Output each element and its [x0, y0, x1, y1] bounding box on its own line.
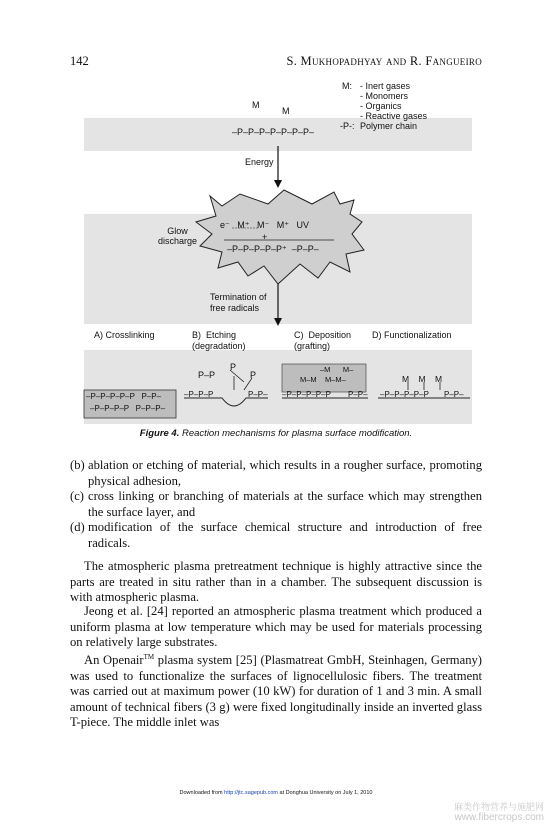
figure-legend — [342, 81, 427, 131]
deposit-m-mid: M–M M–M– — [300, 375, 346, 384]
crosslink-chain: –P–P–P–P–P P–P– — [86, 392, 162, 401]
legend-m-item: - Reactive gases — [360, 111, 428, 121]
deposit-m-top: –M M– — [320, 365, 354, 374]
etch-chain: P–P– — [248, 390, 268, 399]
paragraph — [70, 650, 482, 731]
etch-fragment: P–P — [198, 370, 216, 380]
deposit-chain: P–P– — [348, 390, 368, 399]
outcome-deposition: C) Deposition (grafting) — [294, 330, 352, 351]
outcome-crosslinking: A) Crosslinking — [94, 330, 155, 340]
energy-label: Energy — [245, 157, 274, 167]
caption-label: Figure 4. — [139, 428, 180, 439]
caption-text: Reaction mechanisms for plasma surface modification. — [182, 428, 413, 439]
list-item — [70, 520, 482, 551]
etch-fragment: P — [230, 362, 237, 372]
footer-pre: Downloaded from — [179, 790, 225, 796]
functional-chain: –P–P–P–P–P — [380, 390, 429, 399]
trademark: TM — [143, 653, 155, 661]
list-item — [70, 489, 482, 520]
deposit-chain: –P–P–P–P–P — [282, 390, 331, 399]
footer-link[interactable]: http://jtc.sagepub.com — [224, 790, 278, 796]
openair-name: An Openair — [84, 653, 144, 668]
running-head-authors: S. Mukhopadhyay and R. Fangueiro — [286, 54, 482, 68]
crosslink-chain: –P–P–P–P P–P–P– — [90, 404, 166, 413]
top-m-label: M — [282, 106, 290, 116]
watermark-cn: 麻类作物营养与施肥网 — [453, 802, 544, 812]
openair-text: plasma system [25] (Plasmatreat GmbH, Steinhagen, Germany) was used to functionalize the surfaces of lignocellulosic fibers. The treatment was carried out at maximum power (10 kW) for duration of 1 and 3 min. A small amount of technical fibers (3 g) were fixed longitudinally inside an inverted glass T-piece. The middle inlet was — [70, 653, 482, 730]
list-key: (b) — [70, 458, 85, 472]
etch-fragment: P — [250, 370, 257, 380]
functional-ms: M M M — [402, 374, 443, 384]
list-text: cross linking or branching of materials at the surface which may strengthen the surface layer, and — [88, 489, 482, 519]
list-key: (d) — [70, 520, 85, 534]
plasma-chain: –P–P–P–P–P⁺ –P–P– — [227, 244, 319, 254]
plasma-species: e⁻ M⁺ M⁻ M⁺ UV — [220, 220, 310, 230]
download-footer — [0, 790, 552, 796]
paragraph: Jeong et al. [24] reported an atmospheric plasma treatment which produced a uniform plasma at low temperature which may be used for materials processing on relatively large substrates. — [70, 604, 482, 649]
top-m-label: M — [252, 100, 260, 110]
legend-p-desc: Polymer chain — [360, 121, 418, 131]
glow-discharge-label: Glow discharge — [158, 226, 198, 246]
legend-p-key: -P-: — [340, 121, 355, 131]
etch-chain: –P–P–P — [184, 390, 214, 399]
figure-caption — [0, 428, 552, 439]
footer-post: at Donghua University on July 1, 2010 — [277, 790, 373, 796]
outcome-functionalization: D) Functionalization — [372, 330, 452, 340]
top-polymer-chain: –P–P–P–P–P–P–P– — [232, 127, 315, 137]
figure-4 — [72, 74, 484, 446]
plasma-plus: + — [262, 232, 268, 242]
legend-m-item: - Inert gases — [360, 81, 411, 91]
list-key: (c) — [70, 489, 84, 503]
list-item — [70, 458, 482, 489]
watermark-url: www.fibercrops.com — [454, 812, 544, 823]
legend-m-item: - Organics — [360, 101, 402, 111]
functional-chain: P–P– — [444, 390, 464, 399]
legend-m-key: M: — [342, 81, 352, 91]
list-text: ablation or etching of material, which results in a rougher surface, promoting physical adhesion, — [88, 458, 482, 488]
page-number: 142 — [70, 54, 89, 68]
paragraph: The atmospheric plasma pretreatment technique is highly attractive since the parts are treated in situ rather than in a chamber. The subsequent discussion is with atmospheric plasma. — [70, 559, 482, 604]
legend-m-item: - Monomers — [360, 91, 409, 101]
termination-label: Termination of free radicals — [210, 292, 267, 313]
outcome-etching: B) Etching (degradation) — [192, 330, 246, 351]
list-text: modification of the surface chemical structure and introduction of free radicals. — [88, 520, 482, 550]
